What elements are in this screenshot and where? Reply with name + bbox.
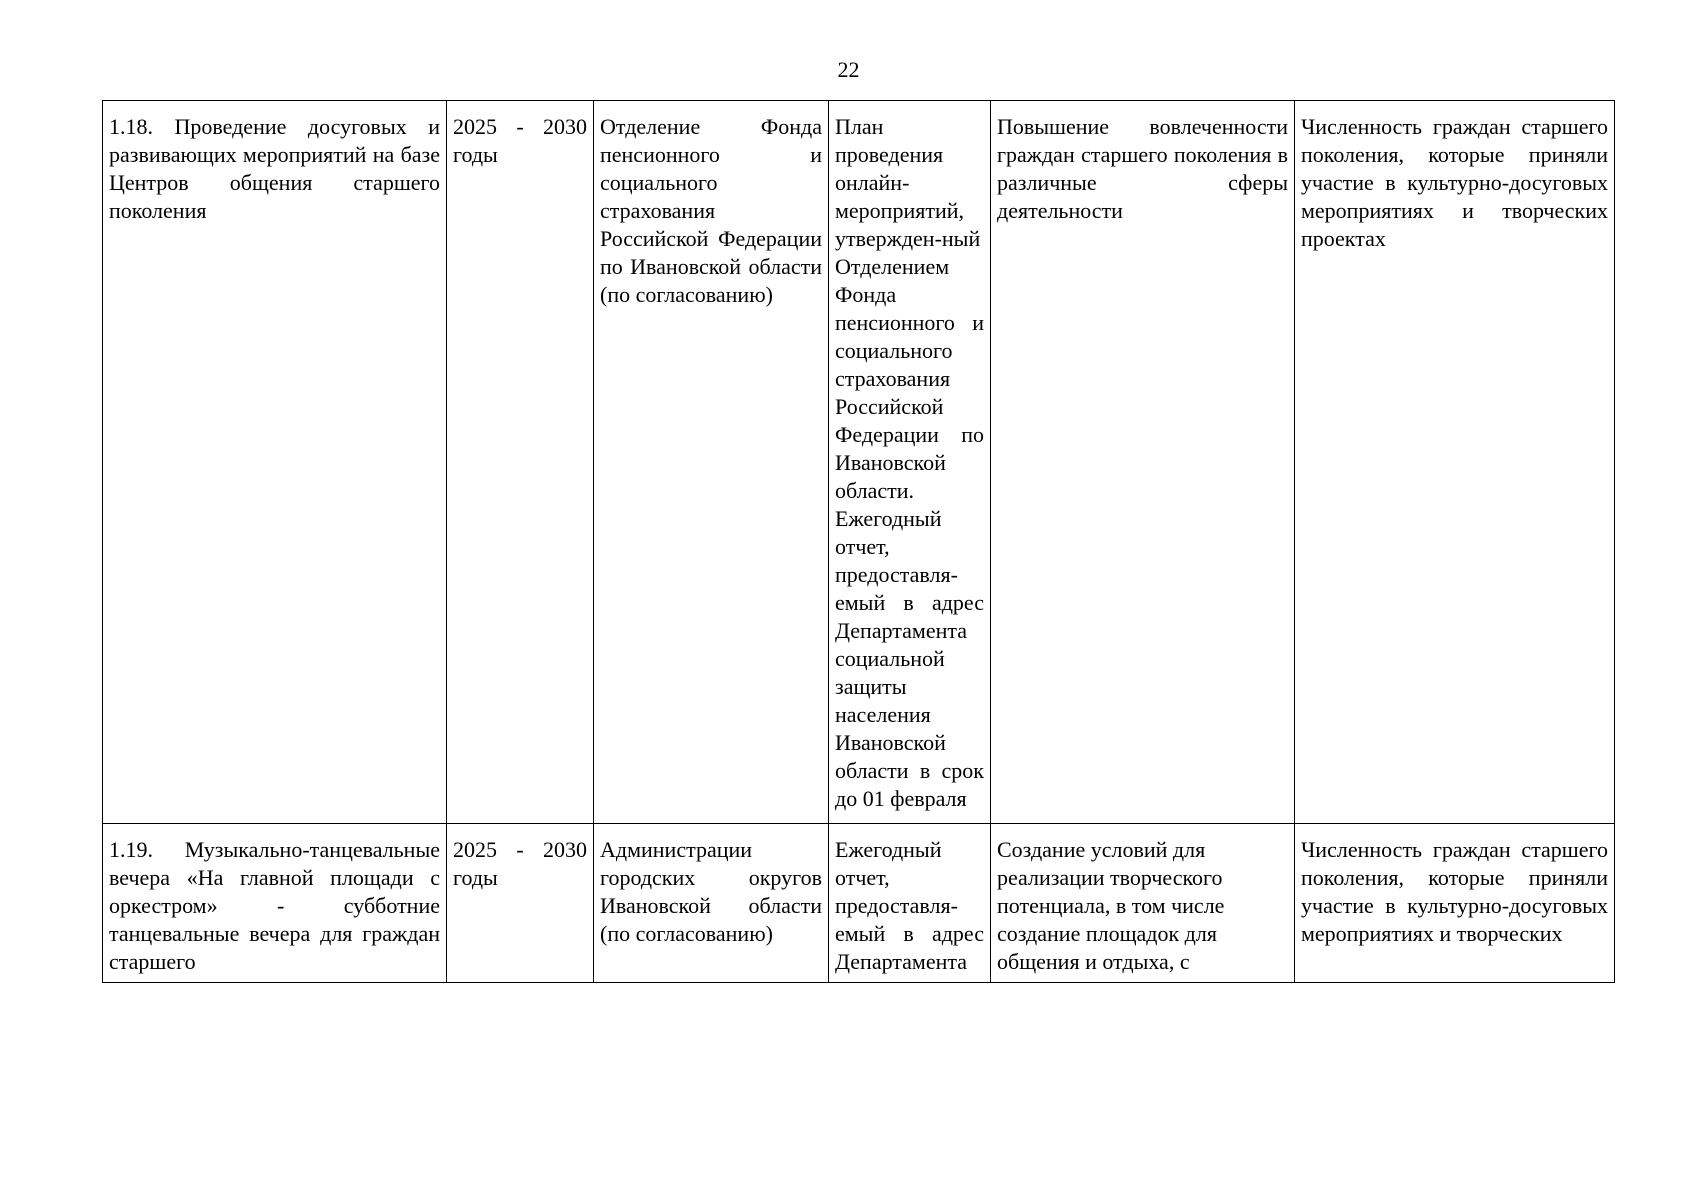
document-cell: Ежегодный отчет, предоставля-емый в адрес Департамента [829,824,991,983]
measure-cell: 1.19. Музыкально-танцевальные вечера «На главной площади с оркестром» - субботние танцевальные вечера для граждан старшего [103,824,447,983]
table-row [103,101,1615,824]
result-cell: Повышение вовлеченности граждан старшего поколения в различные сферы деятельности [991,101,1295,824]
page-number: 22 [837,57,860,82]
measures-table [102,100,1615,983]
period-cell: 2025 - 2030 годы [447,101,594,824]
measure-cell: 1.18. Проведение досуговых и развивающих мероприятий на базе Центров общения старшего поколения [103,101,447,824]
indicator-cell: Численность граждан старшего поколения, которые приняли участие в культурно-досуговых мероприятиях и творческих проектах [1295,101,1615,824]
executor-cell: Отделение Фонда пенсионного и социального страхования Российской Федерации по Ивановской области (по согласованию) [594,101,829,824]
executor-cell: Администрации городских округов Ивановской области (по согласованию) [594,824,829,983]
document-cell: План проведения онлайн-мероприятий, утвержден-ный Отделением Фонда пенсионного и социального страхования Российской Федерации по Ивановской области. Ежегодный отчет, предоставля-емый в адрес Департамента социальной защиты населения Ивановской области в срок до 01 февраля [829,101,991,824]
result-cell: Создание условий для реализации творческого потенциала, в том числе создание площадок для общения и отдыха, с [991,824,1295,983]
table-row [103,824,1615,983]
indicator-cell: Численность граждан старшего поколения, которые приняли участие в культурно-досуговых мероприятиях и творческих [1295,824,1615,983]
period-cell: 2025 - 2030 годы [447,824,594,983]
